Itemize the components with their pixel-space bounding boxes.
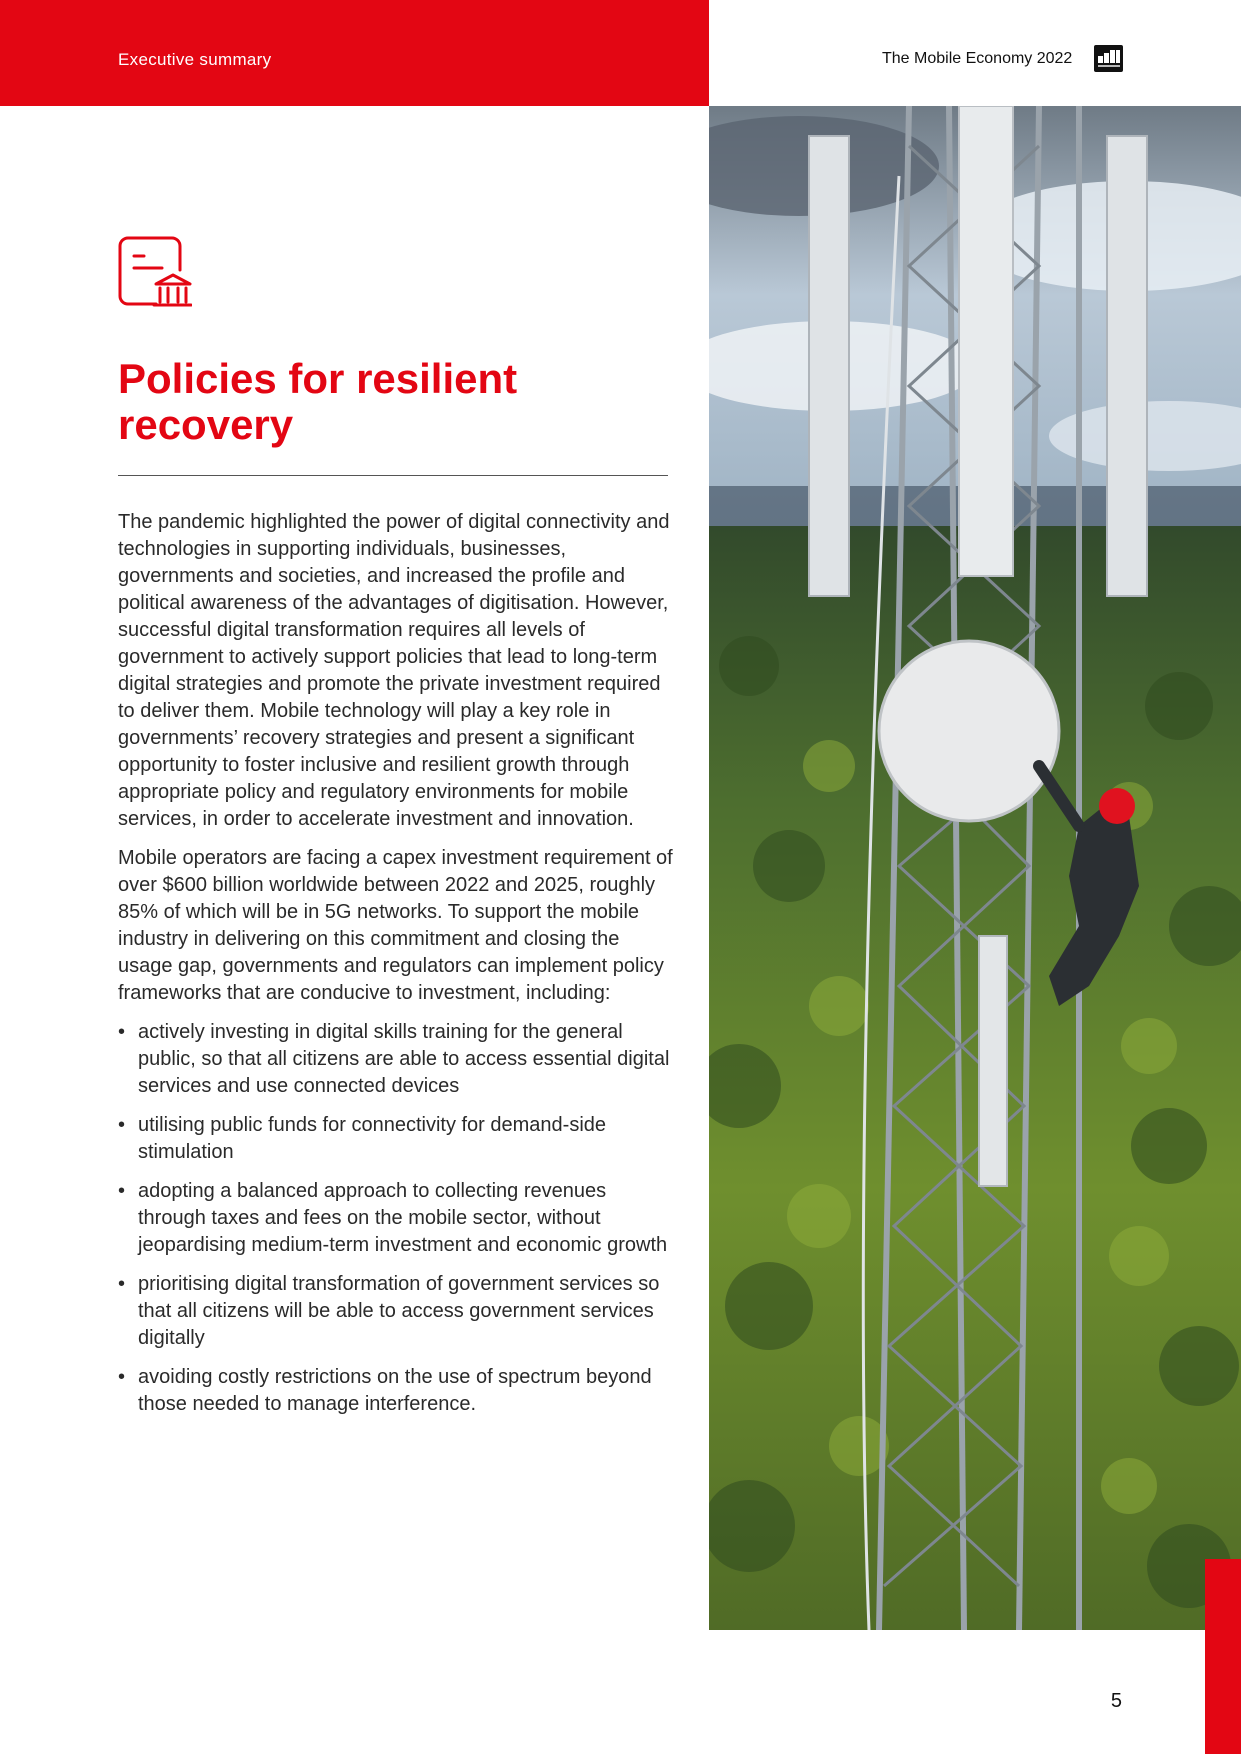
list-item: • prioritising digital transformation of government services so that all citizens will be able to access government services digitally [118, 1271, 674, 1352]
list-item: • utilising public funds for connectivity for demand-side stimulation [118, 1112, 674, 1166]
list-item: • adopting a balanced approach to collecting revenues through taxes and fees on the mobile sector, without jeopardising medium-term investment and economic growth [118, 1178, 674, 1259]
report-title: The Mobile Economy 2022 [882, 50, 1073, 67]
list-item: • actively investing in digital skills training for the general public, so that all citizens are able to access essential digital services and use connected devices [118, 1019, 674, 1100]
section-label: Executive summary [118, 50, 272, 69]
paragraph: Mobile operators are facing a capex investment requirement of over $600 billion worldwide between 2022 and 2025, roughly 85% of which will be in 5G networks. To support the mobile industry in delivering on this commitment and closing the usage gap, governments and regulators can implement policy frameworks that are conducive to investment, including: [118, 847, 673, 1004]
headline-divider [118, 475, 668, 476]
body-text [118, 509, 674, 1430]
tower-climber-photo [709, 106, 1241, 1630]
gsma-logo [1094, 45, 1123, 72]
page-edge-red-strip [1205, 1559, 1241, 1754]
page-headline: Policies for resilient recovery [118, 355, 518, 448]
page-number: 5 [1110, 1690, 1122, 1712]
paragraph: The pandemic highlighted the power of digital connectivity and technologies in supporting individuals, businesses, governments and societies, and increased the profile and political awareness of the advantages of digitisation. However, successful digital transformation requires all levels of government to actively support policies that lead to long-term digital strategies and promote the private investment required to deliver them. Mobile technology will play a key role in governments’ recovery strategies and present a significant opportunity to foster inclusive and resilient growth through appropriate policy and regulatory environments for mobile services, in order to accelerate investment and innovation. [118, 511, 670, 830]
header-red-band [0, 0, 709, 106]
policy-list [118, 1019, 674, 1418]
document-bank-icon [118, 236, 192, 308]
list-item: • avoiding costly restrictions on the use of spectrum beyond those needed to manage interference. [118, 1364, 674, 1418]
